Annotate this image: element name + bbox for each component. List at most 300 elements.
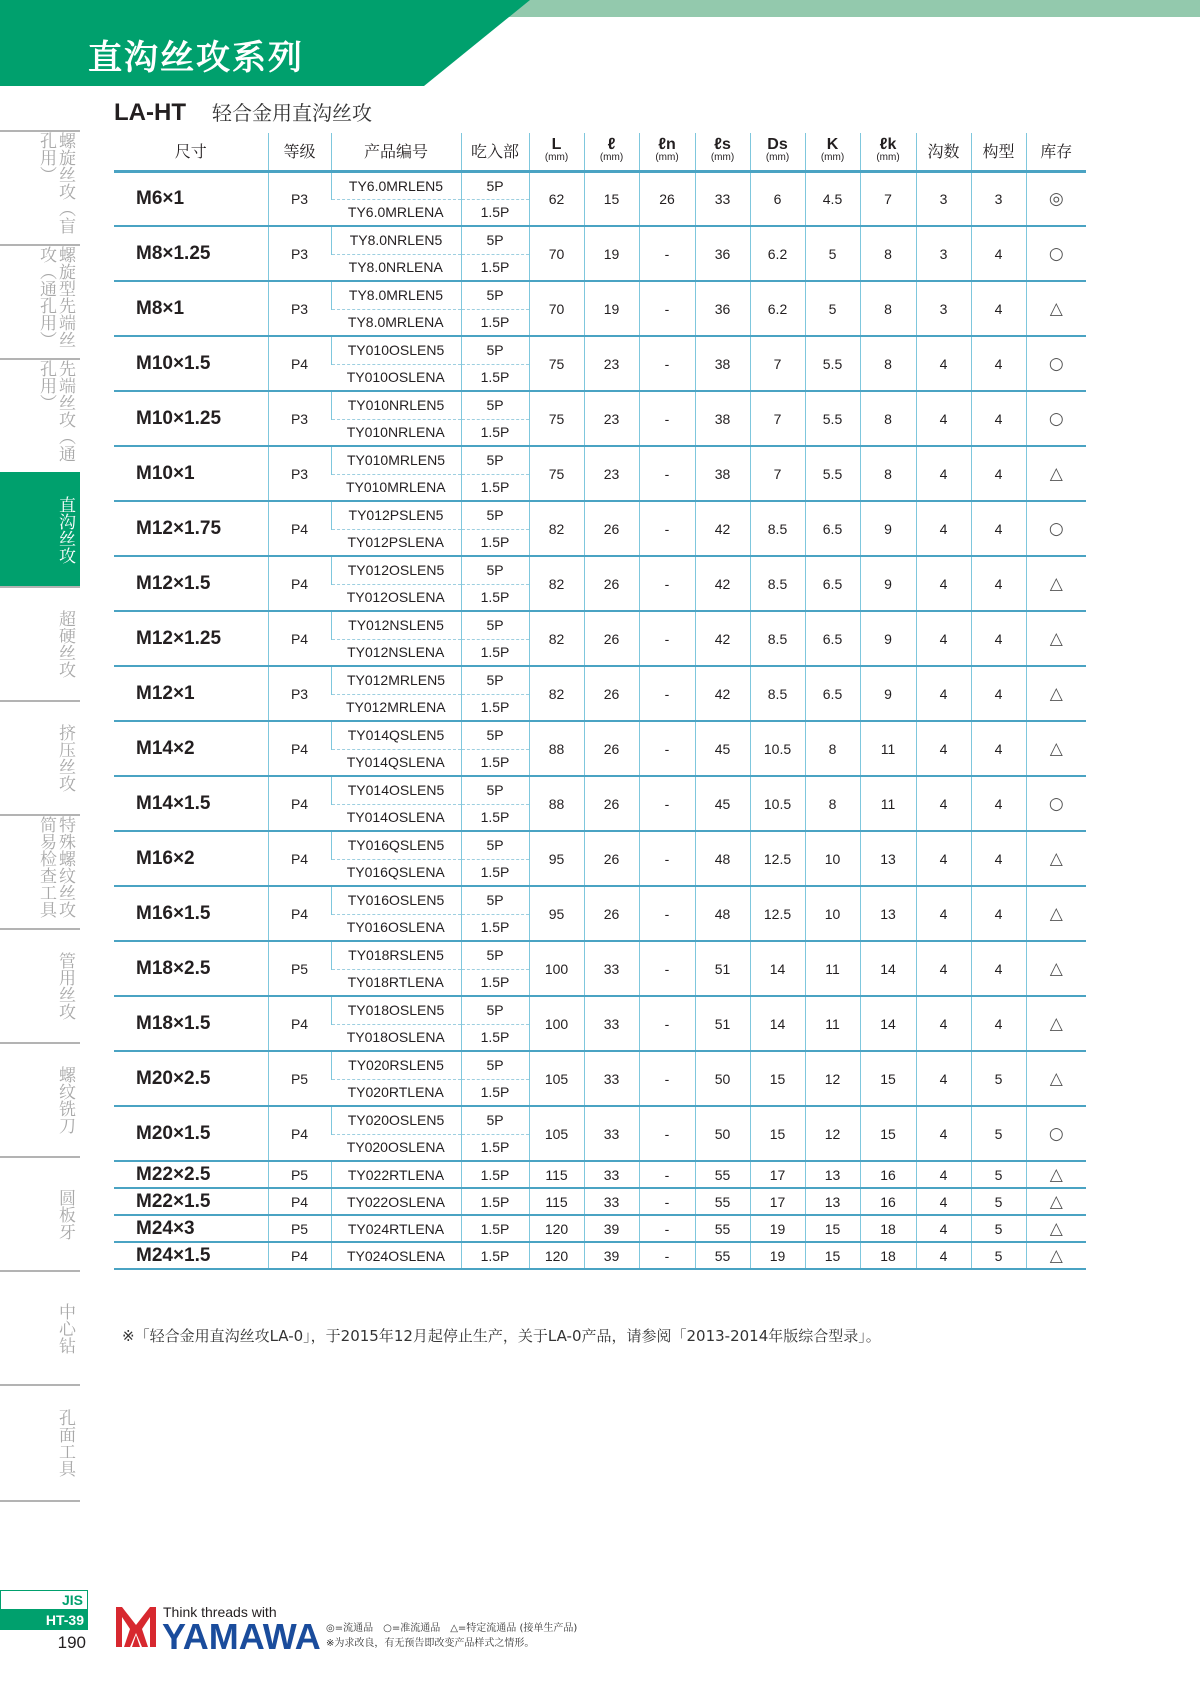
- chamfer-cell: 5P: [461, 611, 529, 639]
- ls-cell: 51: [695, 996, 750, 1051]
- table-row: [114, 666, 1086, 694]
- stock-legend: [326, 1621, 577, 1651]
- ln-cell: -: [639, 391, 695, 446]
- chamfer-cell: 1.5P: [461, 1188, 529, 1215]
- Ds-cell: 7: [750, 391, 805, 446]
- lk-cell: 16: [860, 1188, 916, 1215]
- K-cell: 11: [805, 996, 860, 1051]
- product-heading: [114, 97, 372, 127]
- part-no-cell: TY016OSLEN5: [331, 886, 461, 914]
- chamfer-cell: 1.5P: [461, 804, 529, 831]
- col-lk: ℓk (mm): [860, 133, 916, 171]
- part-no-cell: TY018OSLEN5: [331, 996, 461, 1024]
- chamfer-cell: 1.5P: [461, 529, 529, 556]
- chamfer-cell: 5P: [461, 391, 529, 419]
- sidebar-item-5[interactable]: [0, 700, 80, 814]
- part-no-cell: TY8.0MRLEN5: [331, 281, 461, 309]
- type-cell: 4: [971, 886, 1026, 941]
- lk-cell: 14: [860, 941, 916, 996]
- L-cell: 115: [529, 1161, 584, 1188]
- page-code-badge: HT-39: [0, 1610, 88, 1630]
- part-no-cell: TY010NRLEN5: [331, 391, 461, 419]
- grade-cell: P4: [268, 776, 331, 831]
- lk-cell: 9: [860, 666, 916, 721]
- sidebar-item-4[interactable]: [0, 586, 80, 700]
- lk-cell: 15: [860, 1051, 916, 1106]
- flutes-cell: 3: [916, 226, 971, 281]
- lk-cell: 13: [860, 831, 916, 886]
- Ds-cell: 17: [750, 1161, 805, 1188]
- L-cell: 88: [529, 776, 584, 831]
- part-no-cell: TY010OSLEN5: [331, 336, 461, 364]
- K-cell: 10: [805, 831, 860, 886]
- chamfer-cell: 1.5P: [461, 859, 529, 886]
- size-cell: M16×2: [114, 831, 268, 886]
- flutes-cell: 4: [916, 721, 971, 776]
- ln-cell: -: [639, 666, 695, 721]
- l-cell: 26: [584, 556, 639, 611]
- table-row: [114, 1242, 1086, 1269]
- part-no-cell: TY016OSLENA: [331, 914, 461, 941]
- sidebar-item-label: 管用丝攻: [55, 952, 75, 1020]
- l-cell: 39: [584, 1215, 639, 1242]
- size-cell: M10×1.5: [114, 336, 268, 391]
- chamfer-cell: 5P: [461, 1051, 529, 1079]
- flutes-cell: 4: [916, 776, 971, 831]
- stock-symbol-icon: △: [1026, 611, 1086, 666]
- type-cell: 4: [971, 336, 1026, 391]
- sidebar-item-11[interactable]: [0, 1384, 80, 1500]
- type-cell: 4: [971, 776, 1026, 831]
- stock-symbol-icon: ○: [1026, 1106, 1086, 1161]
- sidebar-item-0[interactable]: [0, 130, 80, 244]
- K-cell: 12: [805, 1051, 860, 1106]
- Ds-cell: 6.2: [750, 281, 805, 336]
- ln-cell: -: [639, 1161, 695, 1188]
- L-cell: 82: [529, 611, 584, 666]
- ln-cell: -: [639, 831, 695, 886]
- col-stock: 库存: [1026, 133, 1086, 171]
- sidebar-item-10[interactable]: [0, 1270, 80, 1384]
- sidebar-item-label: 螺纹铣刀: [55, 1066, 75, 1134]
- chamfer-cell: 1.5P: [461, 1242, 529, 1269]
- size-cell: M12×1.75: [114, 501, 268, 556]
- part-no-cell: TY012NSLENA: [331, 639, 461, 666]
- K-cell: 8: [805, 776, 860, 831]
- grade-cell: P4: [268, 996, 331, 1051]
- part-no-cell: TY010OSLENA: [331, 364, 461, 391]
- K-cell: 10: [805, 886, 860, 941]
- L-cell: 105: [529, 1051, 584, 1106]
- chamfer-cell: 1.5P: [461, 309, 529, 336]
- chamfer-cell: 1.5P: [461, 969, 529, 996]
- part-no-cell: TY022RTLENA: [331, 1161, 461, 1188]
- L-cell: 82: [529, 666, 584, 721]
- grade-cell: P3: [268, 391, 331, 446]
- flutes-cell: 4: [916, 446, 971, 501]
- lk-cell: 11: [860, 776, 916, 831]
- size-cell: M24×3: [114, 1215, 268, 1242]
- type-cell: 5: [971, 1188, 1026, 1215]
- L-cell: 75: [529, 446, 584, 501]
- spec-table: [114, 133, 1086, 1270]
- type-cell: 4: [971, 391, 1026, 446]
- stock-symbol-icon: △: [1026, 1188, 1086, 1215]
- flutes-cell: 4: [916, 1161, 971, 1188]
- lk-cell: 8: [860, 336, 916, 391]
- table-row: [114, 886, 1086, 914]
- lk-cell: 8: [860, 391, 916, 446]
- type-cell: 5: [971, 1215, 1026, 1242]
- col-flutes: 沟数: [916, 133, 971, 171]
- sidebar-item-7[interactable]: [0, 928, 80, 1042]
- flutes-cell: 4: [916, 1188, 971, 1215]
- part-no-cell: TY018OSLENA: [331, 1024, 461, 1051]
- grade-cell: P3: [268, 446, 331, 501]
- ls-cell: 55: [695, 1161, 750, 1188]
- ln-cell: -: [639, 1242, 695, 1269]
- stock-symbol-icon: △: [1026, 1215, 1086, 1242]
- K-cell: 5.5: [805, 336, 860, 391]
- grade-cell: P4: [268, 611, 331, 666]
- part-no-cell: TY014QSLEN5: [331, 721, 461, 749]
- L-cell: 75: [529, 391, 584, 446]
- chamfer-cell: 5P: [461, 281, 529, 309]
- l-cell: 33: [584, 941, 639, 996]
- ln-cell: -: [639, 941, 695, 996]
- size-cell: M12×1: [114, 666, 268, 721]
- size-cell: M14×1.5: [114, 776, 268, 831]
- Ds-cell: 8.5: [750, 501, 805, 556]
- Ds-cell: 15: [750, 1051, 805, 1106]
- type-cell: 5: [971, 1161, 1026, 1188]
- type-cell: 4: [971, 611, 1026, 666]
- stock-symbol-icon: △: [1026, 721, 1086, 776]
- sidebar-item-3[interactable]: [0, 472, 80, 586]
- size-cell: M6×1: [114, 171, 268, 226]
- Ds-cell: 10.5: [750, 721, 805, 776]
- part-no-cell: TY020OSLEN5: [331, 1106, 461, 1134]
- col-ln: ℓn (mm): [639, 133, 695, 171]
- part-no-cell: TY020RSLEN5: [331, 1051, 461, 1079]
- ln-cell: -: [639, 281, 695, 336]
- sidebar-item-label: 超硬丝攻: [55, 610, 75, 678]
- Ds-cell: 12.5: [750, 831, 805, 886]
- sidebar-item-1[interactable]: [0, 244, 80, 358]
- grade-cell: P5: [268, 1161, 331, 1188]
- l-cell: 26: [584, 886, 639, 941]
- K-cell: 6.5: [805, 501, 860, 556]
- ls-cell: 45: [695, 776, 750, 831]
- lk-cell: 8: [860, 446, 916, 501]
- col-part-no: 产品编号: [331, 133, 461, 171]
- lk-cell: 9: [860, 501, 916, 556]
- part-no-cell: TY012OSLENA: [331, 584, 461, 611]
- part-no-cell: TY024RTLENA: [331, 1215, 461, 1242]
- grade-cell: P4: [268, 556, 331, 611]
- L-cell: 70: [529, 281, 584, 336]
- type-cell: 4: [971, 281, 1026, 336]
- yamawa-logo-icon: [114, 1605, 158, 1649]
- table-row: [114, 1051, 1086, 1079]
- l-cell: 23: [584, 446, 639, 501]
- ln-cell: -: [639, 611, 695, 666]
- part-no-cell: TY014OSLEN5: [331, 776, 461, 804]
- l-cell: 26: [584, 666, 639, 721]
- chamfer-cell: 5P: [461, 941, 529, 969]
- chamfer-cell: 1.5P: [461, 694, 529, 721]
- part-no-cell: TY8.0NRLEN5: [331, 226, 461, 254]
- grade-cell: P3: [268, 226, 331, 281]
- ln-cell: -: [639, 446, 695, 501]
- table-row: [114, 831, 1086, 859]
- K-cell: 15: [805, 1215, 860, 1242]
- table-row: [114, 556, 1086, 584]
- flutes-cell: 4: [916, 1106, 971, 1161]
- part-no-cell: TY016QSLEN5: [331, 831, 461, 859]
- ls-cell: 50: [695, 1106, 750, 1161]
- table-row: [114, 336, 1086, 364]
- L-cell: 62: [529, 171, 584, 226]
- Ds-cell: 7: [750, 446, 805, 501]
- ls-cell: 38: [695, 391, 750, 446]
- sidebar-item-label: 螺旋丝攻（盲孔用）: [36, 132, 75, 234]
- part-no-cell: TY016QSLENA: [331, 859, 461, 886]
- Ds-cell: 10.5: [750, 776, 805, 831]
- stock-symbol-icon: △: [1026, 831, 1086, 886]
- table-row: [114, 226, 1086, 254]
- ln-cell: 26: [639, 171, 695, 226]
- stock-symbol-icon: △: [1026, 1051, 1086, 1106]
- part-no-cell: TY012PSLEN5: [331, 501, 461, 529]
- L-cell: 95: [529, 886, 584, 941]
- grade-cell: P5: [268, 1215, 331, 1242]
- L-cell: 100: [529, 996, 584, 1051]
- sidebar-divider: [0, 1500, 80, 1502]
- col-L: L (mm): [529, 133, 584, 171]
- table-row: [114, 281, 1086, 309]
- l-cell: 19: [584, 226, 639, 281]
- Ds-cell: 6.2: [750, 226, 805, 281]
- ls-cell: 50: [695, 1051, 750, 1106]
- flutes-cell: 4: [916, 336, 971, 391]
- L-cell: 88: [529, 721, 584, 776]
- ls-cell: 48: [695, 886, 750, 941]
- ls-cell: 48: [695, 831, 750, 886]
- L-cell: 82: [529, 501, 584, 556]
- ln-cell: -: [639, 1106, 695, 1161]
- stock-symbol-icon: △: [1026, 1161, 1086, 1188]
- sidebar-item-8[interactable]: [0, 1042, 80, 1156]
- chamfer-cell: 1.5P: [461, 1161, 529, 1188]
- Ds-cell: 17: [750, 1188, 805, 1215]
- series-title: 直沟丝攻系列: [88, 38, 304, 78]
- ln-cell: -: [639, 886, 695, 941]
- ln-cell: -: [639, 226, 695, 281]
- K-cell: 15: [805, 1242, 860, 1269]
- part-no-cell: TY010MRLENA: [331, 474, 461, 501]
- l-cell: 26: [584, 831, 639, 886]
- Ds-cell: 7: [750, 336, 805, 391]
- K-cell: 13: [805, 1188, 860, 1215]
- stock-symbol-icon: △: [1026, 886, 1086, 941]
- grade-cell: P4: [268, 501, 331, 556]
- K-cell: 6.5: [805, 666, 860, 721]
- table-row: [114, 1188, 1086, 1215]
- Ds-cell: 15: [750, 1106, 805, 1161]
- L-cell: 120: [529, 1242, 584, 1269]
- brand-tagline: Think threads with: [163, 1604, 277, 1620]
- Ds-cell: 14: [750, 941, 805, 996]
- flutes-cell: 4: [916, 941, 971, 996]
- L-cell: 100: [529, 941, 584, 996]
- L-cell: 75: [529, 336, 584, 391]
- grade-cell: P4: [268, 1188, 331, 1215]
- L-cell: 82: [529, 556, 584, 611]
- K-cell: 5: [805, 226, 860, 281]
- K-cell: 13: [805, 1161, 860, 1188]
- l-cell: 33: [584, 1188, 639, 1215]
- stock-symbol-icon: △: [1026, 996, 1086, 1051]
- flutes-cell: 3: [916, 171, 971, 226]
- Ds-cell: 19: [750, 1242, 805, 1269]
- table-row: [114, 501, 1086, 529]
- col-grade: 等级: [268, 133, 331, 171]
- table-row: [114, 611, 1086, 639]
- col-l: ℓ (mm): [584, 133, 639, 171]
- size-cell: M24×1.5: [114, 1242, 268, 1269]
- type-cell: 5: [971, 1106, 1026, 1161]
- ls-cell: 38: [695, 336, 750, 391]
- Ds-cell: 14: [750, 996, 805, 1051]
- part-no-cell: TY012OSLEN5: [331, 556, 461, 584]
- type-cell: 4: [971, 501, 1026, 556]
- type-cell: 5: [971, 1051, 1026, 1106]
- l-cell: 15: [584, 171, 639, 226]
- type-cell: 4: [971, 831, 1026, 886]
- product-name: 轻合金用直沟丝攻: [211, 101, 372, 125]
- chamfer-cell: 5P: [461, 556, 529, 584]
- grade-cell: P4: [268, 886, 331, 941]
- ls-cell: 36: [695, 281, 750, 336]
- part-no-cell: TY6.0MRLEN5: [331, 171, 461, 199]
- ln-cell: -: [639, 1215, 695, 1242]
- chamfer-cell: 1.5P: [461, 1024, 529, 1051]
- part-no-cell: TY024OSLENA: [331, 1242, 461, 1269]
- ls-cell: 33: [695, 171, 750, 226]
- Ds-cell: 8.5: [750, 556, 805, 611]
- flutes-cell: 4: [916, 556, 971, 611]
- part-no-cell: TY8.0NRLENA: [331, 254, 461, 281]
- L-cell: 115: [529, 1188, 584, 1215]
- discontinued-note: ※「轻合金用直沟丝攻LA-0」，于2015年12月起停止生产，关于LA-0产品，请参阅「2013-2014年版综合型录」。: [122, 1327, 881, 1345]
- sidebar-item-label: 中心钻: [55, 1302, 75, 1354]
- type-cell: 3: [971, 171, 1026, 226]
- ls-cell: 42: [695, 666, 750, 721]
- product-code: LA-HT: [114, 99, 186, 126]
- lk-cell: 14: [860, 996, 916, 1051]
- part-no-cell: TY8.0MRLENA: [331, 309, 461, 336]
- sidebar-item-label: 特殊螺纹丝攻简易检查工具: [36, 816, 75, 918]
- stock-symbol-icon: ◎: [1026, 171, 1086, 226]
- sidebar-item-2[interactable]: [0, 358, 80, 472]
- part-no-cell: TY012NSLEN5: [331, 611, 461, 639]
- part-no-cell: TY010MRLEN5: [331, 446, 461, 474]
- l-cell: 23: [584, 336, 639, 391]
- l-cell: 33: [584, 1051, 639, 1106]
- chamfer-cell: 1.5P: [461, 914, 529, 941]
- size-cell: M8×1: [114, 281, 268, 336]
- Ds-cell: 6: [750, 171, 805, 226]
- sidebar-item-6[interactable]: [0, 814, 80, 928]
- standard-badge: JIS: [0, 1590, 88, 1610]
- ln-cell: -: [639, 501, 695, 556]
- ln-cell: -: [639, 721, 695, 776]
- lk-cell: 13: [860, 886, 916, 941]
- L-cell: 105: [529, 1106, 584, 1161]
- grade-cell: P3: [268, 171, 331, 226]
- stock-symbol-icon: △: [1026, 281, 1086, 336]
- l-cell: 23: [584, 391, 639, 446]
- col-Ds: Ds (mm): [750, 133, 805, 171]
- grade-cell: P4: [268, 336, 331, 391]
- ls-cell: 38: [695, 446, 750, 501]
- chamfer-cell: 1.5P: [461, 364, 529, 391]
- type-cell: 4: [971, 721, 1026, 776]
- col-chamfer: 吃入部: [461, 133, 529, 171]
- size-cell: M10×1.25: [114, 391, 268, 446]
- L-cell: 120: [529, 1215, 584, 1242]
- legend-disclaimer: ※为求改良，有无预告即改变产品样式之情形。: [326, 1638, 535, 1649]
- flutes-cell: 4: [916, 886, 971, 941]
- chamfer-cell: 5P: [461, 886, 529, 914]
- stock-symbol-icon: △: [1026, 941, 1086, 996]
- flutes-cell: 4: [916, 391, 971, 446]
- part-no-cell: TY020RTLENA: [331, 1079, 461, 1106]
- grade-cell: P3: [268, 281, 331, 336]
- table-row: [114, 171, 1086, 199]
- size-cell: M20×1.5: [114, 1106, 268, 1161]
- K-cell: 4.5: [805, 171, 860, 226]
- ls-cell: 55: [695, 1188, 750, 1215]
- K-cell: 8: [805, 721, 860, 776]
- part-no-cell: TY012MRLEN5: [331, 666, 461, 694]
- size-cell: M8×1.25: [114, 226, 268, 281]
- size-cell: M22×2.5: [114, 1161, 268, 1188]
- sidebar-item-9[interactable]: [0, 1156, 80, 1270]
- chamfer-cell: 5P: [461, 226, 529, 254]
- flutes-cell: 4: [916, 996, 971, 1051]
- ls-cell: 51: [695, 941, 750, 996]
- ls-cell: 45: [695, 721, 750, 776]
- l-cell: 26: [584, 611, 639, 666]
- Ds-cell: 12.5: [750, 886, 805, 941]
- flutes-cell: 4: [916, 831, 971, 886]
- table-row: [114, 446, 1086, 474]
- size-cell: M12×1.25: [114, 611, 268, 666]
- K-cell: 11: [805, 941, 860, 996]
- chamfer-cell: 1.5P: [461, 199, 529, 226]
- l-cell: 19: [584, 281, 639, 336]
- lk-cell: 11: [860, 721, 916, 776]
- size-cell: M18×1.5: [114, 996, 268, 1051]
- size-cell: M22×1.5: [114, 1188, 268, 1215]
- ls-cell: 42: [695, 611, 750, 666]
- K-cell: 5: [805, 281, 860, 336]
- chamfer-cell: 1.5P: [461, 419, 529, 446]
- part-no-cell: TY6.0MRLENA: [331, 199, 461, 226]
- page-number: 190: [57, 1633, 86, 1652]
